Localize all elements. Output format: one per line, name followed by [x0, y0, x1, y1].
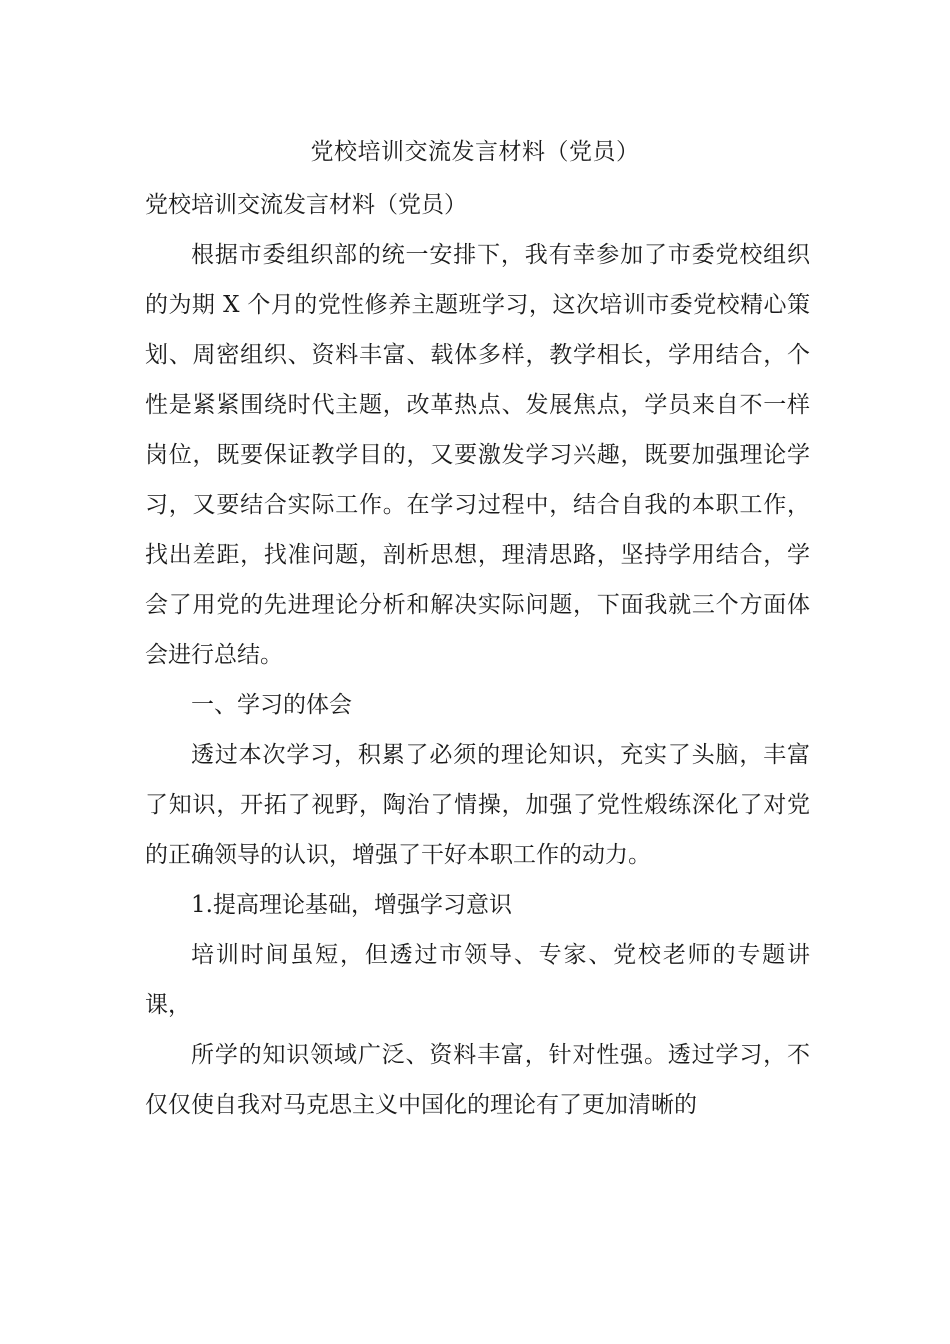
subsection-heading: 1.提高理论基础，增强学习意识 [191, 892, 512, 918]
body-paragraph: 培训时间虽短，但透过市领导、专家、党校老师的专题讲课， [145, 942, 810, 1018]
section-paragraph: 透过本次学习，积累了必须的理论知识，充实了头脑，丰富了知识，开拓了视野，陶治了情操，加强了党性煅练深化了对党的正确领导的认识，增强了干好本职工作的动力。 [145, 742, 810, 868]
intro-paragraph: 根据市委组织部的统一安排下，我有幸参加了市委党校组织的为期 X 个月的党性修养主题班学习，这次培训市委党校精心策划、周密组织、资料丰富、载体多样，教学相长，学用结合，个性是紧紧围绕时代主题，改革热点、发展焦点，学员来自不一样岗位，既要保证教学目的，又要激发学习兴趣，既要加强理论学习，又要结合实际工作。在学习过程中，结合自我的本职工作，找出差距，找准问题，剖析思想，理清思路，坚持学用结合，学会了用党的先进理论分析和解决实际问题，下面我就三个方面体会进行总结。 [145, 242, 810, 668]
document-body [145, 180, 810, 1130]
section-heading: 一、学习的体会 [191, 692, 352, 718]
document-title: 党校培训交流发言材料（党员） [310, 139, 640, 165]
body-paragraph: 所学的知识领域广泛、资料丰富，针对性强。透过学习，不仅仅使自我对马克思主义中国化的理论有了更加清晰的 [145, 1042, 810, 1118]
subtitle-paragraph: 党校培训交流发言材料（党员） [145, 192, 467, 218]
